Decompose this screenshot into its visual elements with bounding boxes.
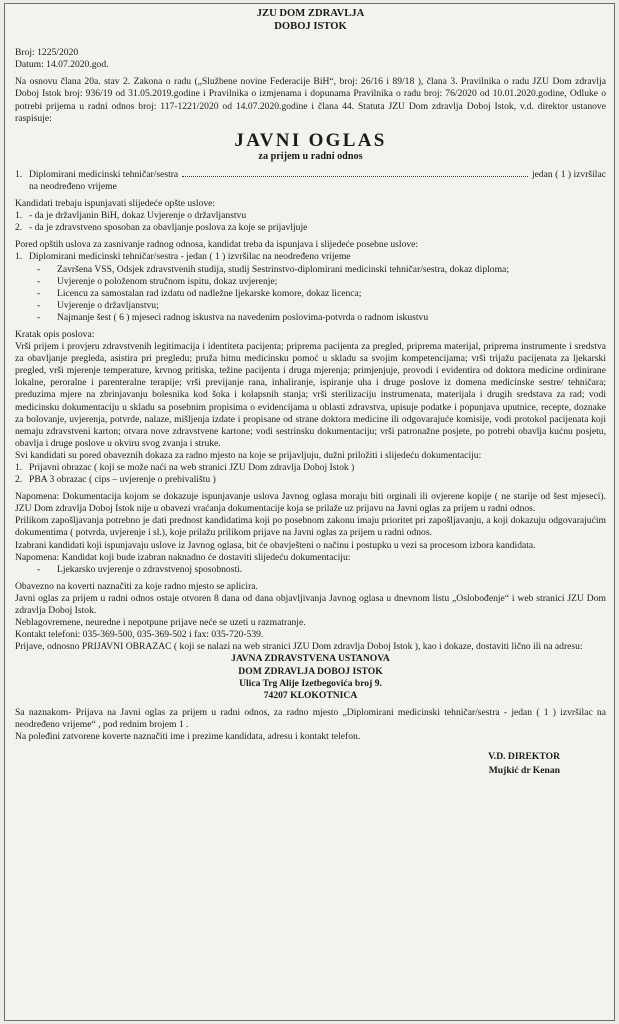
note-selected: Izabrani kandidati koji ispunjavaju uslove iz Javnog oglasa, bit će obavješteni o načinu i postupku u vezi sa procesom izbora kandidata. (15, 539, 536, 551)
envelope-back: Na poleđini zatvorene koverte naznačiti ime i prezime kandidata, adresu i kontakt telefon. (15, 730, 361, 742)
job-description-text: Vrši prijem i provjeru zdravstvenih legitimacija i identiteta pacijenta; priprema pacijenta za pregled, priprema materijal, priprema instrumente i sredstva za obavljanje pregleda, asistira pri pregledu; pruža hitnu medicinsku pomoć u skladu sa svojim kompetencijama; vrši trijažu pacijenata za ljekarski pregled, vrši mjerenje temperature, krvnog pritiska, težine pacijenta i druga mjerenja; primjenjuje, provodi i evidentira od doktora medicine ordinirane lokalne, peroralne i parenteralne terapije; vrši previjanje rana, inhaliranje, ispiranje uha i druge poslove iz domena medicinske sestre/ tehničara; preduzima mjere na zbrinjavanju bolesnika kod šoka i kolapsnih stanja; vrši sterilizaciju instrumenata, materijala i drugih sredstava za rad; vodi medicinsku dokumentaciju u skladu sa posebnim propisima o evidencijama u oblasti zdravstva, upisuje podatke i popunjava uputnice, recepte, doznake za bolovanje, uvjerenja, potvrde, nalaze, mišljenja izdate i propisane od strane doktora medicine ili odgovarajuće komisije, vodi protokol pacijenata koji nemaju zdravstveni karton; otvara nove zdravstvene kartone; vodi sestrinsku dokumentaciju; vrši patronažne posjete, po potrebi obavlja kućnu posjetu, obavlja i druge poslove u okviru svog zvanja i struke. (15, 341, 606, 449)
item-number: 2. (15, 222, 23, 234)
org-location: DOBOJ ISTOK (274, 20, 347, 32)
position-count: jedan ( 1 ) izvršilac (531, 168, 606, 180)
legal-intro: Na osnovu člana 20a. stav 2. Zakona o radu („Službene novine Federacije BiH“, broj: 26/16 i 89/18 ), člana 3. Pravilnika o radu JZU Dom zdravlja Doboj Istok broj: 936/19 od 31.05.2019.godine i Pravilnika o izmjenama i dopunama Pravilnika o radu broj: 76/2020 od 10.01.2020.godine, Odluke o potrebi prijema u radni odnos broj: 117-1221/2020 od 14.07.2020.godine i člana 44. Statuta JZU Dom zdravlja Doboj Istok, v.d. direktor ustanove raspisuje: (15, 76, 606, 124)
address-line: DOM ZDRAVLJA DOBOJ ISTOK (238, 665, 383, 677)
document-date: Datum: 14.07.2020.god. (15, 59, 109, 71)
item-text: Najmanje šest ( 6 ) mjeseci radnog iskustva na navedenim poslovima-potvrda o radnom iskustvu (57, 311, 429, 323)
submission-instructions: Prijave, odnosno PRIJAVNI OBRAZAC ( koji se nalazi na web stranici JZU Dom zdravlja Doboj Istok ), kao i dokaze, dostaviti lično ili na adresu: (15, 641, 583, 653)
item-text: - da je zdravstveno sposoban za obavljanje poslova za koje se prijavljuje (29, 222, 308, 234)
note-incomplete: Neblagovremene, neuredne i nepotpune prijave neće se uzeti u razmatranje. (15, 617, 306, 629)
special-condition-item: - Licencu za samostalan rad izdatu od nadležne ljekarske komore, dokaz licenca; (15, 288, 606, 300)
item-text: Diplomirani medicinski tehničar/sestra - jedan ( 1 ) izvršilac na neodređeno vrijeme (29, 251, 351, 263)
address-postal: 74207 KLOKOTNICA (263, 689, 358, 701)
special-condition-title (15, 251, 606, 263)
job-description-heading: Kratak opis poslova: (15, 328, 95, 340)
address-line: JAVNA ZDRAVSTVENA USTANOVA (231, 653, 390, 665)
document-item (15, 462, 606, 474)
general-condition-item (15, 222, 606, 234)
after-selection-item: - Ljekarsko uvjerenje o zdravstvenoj sposobnosti. (15, 564, 606, 576)
note-priority: Prilikom zapošljavanja potrebno je dati prednost kandidatima koji po posebnom zakonu imaju prioritet pri zapošljavanju, a koji dokazuju odgovarajućim dokumentima ( potvrda, uvjerenje i sl.), koje prilažu prilikom prijave na Javni oglas za prijem u radni odnos. (15, 515, 606, 539)
note-after-selection: Napomena: Kandidat koji bude izabran naknadno će dostaviti slijedeću dokumentaciju: (15, 551, 351, 563)
position-number: 1. (15, 168, 23, 180)
item-number: 1. (15, 462, 23, 473)
special-condition-item: - Uvjerenje o položenom stručnom ispitu, dokaz uvjerenje; (15, 276, 606, 288)
special-condition-item: - Najmanje šest ( 6 ) mjeseci radnog iskustva na navedenim poslovima-potvrda o radnom iskustvu (15, 312, 606, 324)
documents-heading: Svi kandidati su pored obaveznih dokaza za radno mjesto na koje se prijavljuju, dužni priložiti i slijedeću dokumentaciju: (15, 449, 482, 461)
general-conditions-heading: Kandidati trebaju ispunjavati slijedeće opšte uslove: (15, 198, 216, 210)
item-number: 2. (15, 474, 23, 486)
notice-title: JAVNI OGLAS (234, 129, 387, 151)
item-text: - da je državljanin BiH, dokaz Uvjerenje o državljanstvu (29, 210, 247, 222)
item-text: Završena VSS, Odsjek zdravstvenih studija, studij Sestrinstvo-diplomirani medicinski tehničar/sestra, dokaz diploma; (57, 263, 509, 275)
item-text: Uvjerenje o državljanstvu; (57, 299, 159, 311)
signature-name: Mujkić dr Kenan (488, 765, 560, 777)
special-condition-item: - Završena VSS, Odsjek zdravstvenih studija, studij Sestrinstvo-diplomirani medicinski tehničar/sestra, dokaz diploma; (15, 264, 606, 276)
item-number: 1. (15, 210, 23, 222)
special-condition-item: - Uvjerenje o državljanstvu; (15, 300, 606, 312)
item-text: Ljekarsko uvjerenje o zdravstvenoj sposobnosti. (57, 563, 243, 575)
item-text: Uvjerenje o položenom stručnom ispitu, dokaz uvjerenje; (57, 275, 278, 287)
address-street: Ulica Trg Alije Izetbegovića broj 9. (239, 677, 382, 689)
position-duration: na neodređeno vrijeme (29, 180, 117, 192)
item-number: 1. (15, 251, 23, 263)
dotted-leader (182, 176, 528, 177)
contact-phones: Kontakt telefoni: 035-369-500, 035-369-502 i fax: 035-720-539. (15, 629, 264, 641)
notice-page (4, 3, 615, 1021)
special-conditions-heading: Pored opštih uslova za zasnivanje radnog odnosa, kandidat treba da ispunjava i slijedeće posebne uslove: (15, 239, 419, 251)
note-originals: Napomena: Dokumentacija kojom se dokazuje ispunjavanje uslova Javnog oglasa moraju biti orginali ili ovjerene kopije ( ne starije od šest mjeseci). JZU Dom zdravlja Doboj Istok nije u obavezi vraćanja dokumentacije koja se prilaže uz prijavu na Javni oglas za prijem u radni odnos. (15, 491, 606, 515)
position-entry (15, 169, 606, 193)
item-text: Licencu za samostalan rad izdatu od nadležne ljekarske komore, dokaz licenca; (57, 287, 362, 299)
note-envelope: Obavezno na koverti naznačiti za koje radno mjesto se aplicira. (15, 580, 258, 592)
item-text: PBA 3 obrazac ( cips – uvjerenje o prebivalištu ) (29, 474, 216, 486)
notice-subtitle: za prijem u radni odnos (258, 150, 363, 162)
notice-content (15, 8, 606, 777)
signature-title: V.D. DIREKTOR (488, 751, 560, 763)
org-name: JZU DOM ZDRAVLJA (256, 8, 365, 19)
general-condition-item (15, 210, 606, 222)
position-name: Diplomirani medicinski tehničar/sestra (29, 168, 179, 180)
document-item (15, 474, 606, 486)
note-open-period: Javni oglas za prijem u radni odnos ostaje otvoren 8 dana od dana objavljivanja Javnog oglasa u dnevnom listu „Oslobođenje“ i web stranici JZU Dom zdravlja Doboj Istok. (15, 592, 606, 617)
envelope-marking: Sa naznakom- Prijava na Javni oglas za prijem u radni odnos, za radno mjesto „Diplomirani medicinski tehničar/sestra - jedan ( 1 ) izvršilac na neodređeno vrijeme“ , pod rednim brojem 1 . (15, 706, 606, 730)
reference-number: Broj: 1225/2020 (15, 47, 79, 59)
item-text: Prijavni obrazac ( koji se može naći na web stranici JZU Dom zdravlja Doboj Istok ) (29, 462, 355, 473)
